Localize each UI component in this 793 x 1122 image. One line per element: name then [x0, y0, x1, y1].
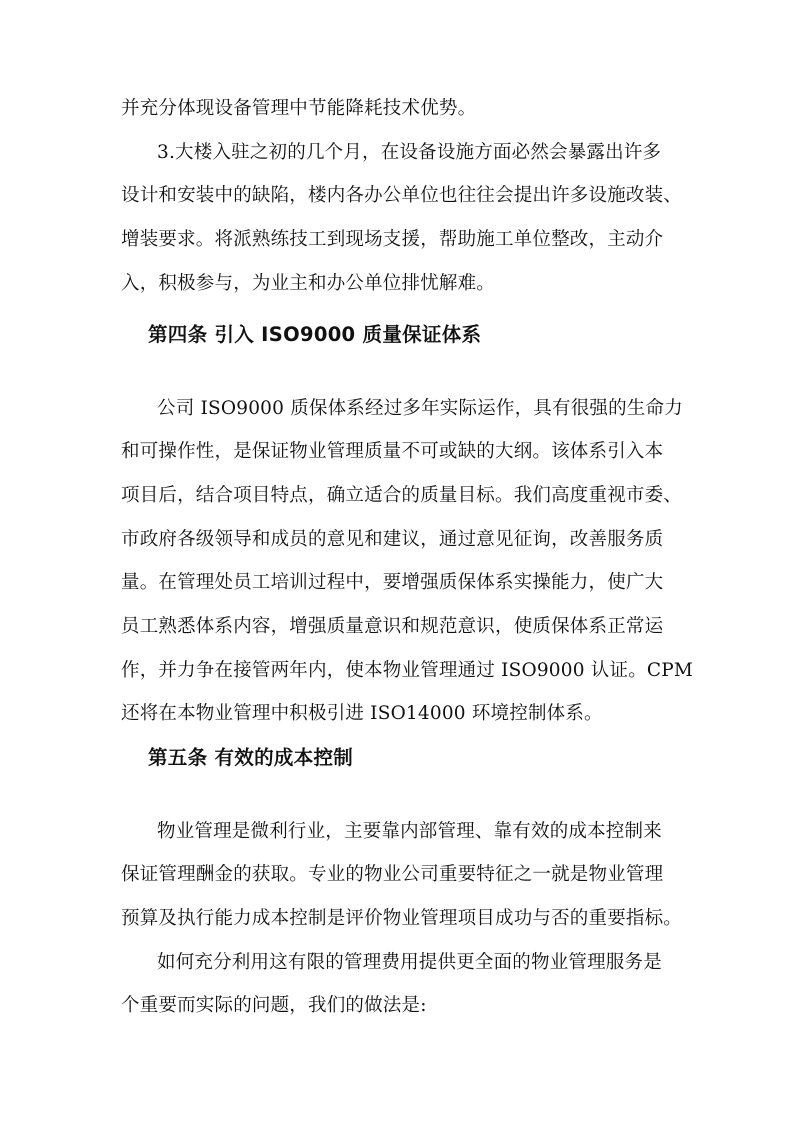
text-line: 和可操作性，是保证物业管理质量不可或缺的大纲。该体系引入本 [121, 441, 664, 462]
text-line: 如何充分利用这有限的管理费用提供更全面的物业管理服务是 [157, 952, 662, 973]
section-heading-5: 第五条 有效的成本控制 [148, 746, 354, 769]
section-heading-4: 第四条 引入 ISO9000 质量保证体系 [148, 323, 482, 346]
text-line: 量。在管理处员工培训过程中，要增强质保体系实操能力，使广大 [121, 572, 664, 593]
text-line: 入，积极参与，为业主和办公单位排忧解难。 [121, 273, 496, 294]
text-line: 公司 ISO9000 质保体系经过多年实际运作，具有很强的生命力 [157, 398, 683, 419]
text-line: 还将在本物业管理中积极引进 ISO14000 环境控制体系。 [121, 703, 603, 724]
text-line: 员工熟悉体系内容，增强质量意识和规范意识，使质保体系正常运 [121, 616, 664, 637]
text-line: 并充分体现设备管理中节能降耗技术优势。 [121, 98, 477, 119]
text-line: 预算及执行能力成本控制是评价物业管理项目成功与否的重要指标。 [121, 908, 683, 929]
text-line: 物业管理是微利行业，主要靠内部管理、靠有效的成本控制来 [157, 821, 662, 842]
text-line: 市政府各级领导和成员的意见和建议，通过意见征询，改善服务质 [121, 529, 664, 550]
text-line: 个重要而实际的问题，我们的做法是: [121, 995, 427, 1016]
text-line: 保证管理酬金的获取。专业的物业公司重要特征之一就是物业管理 [121, 864, 664, 885]
text-line: 作，并力争在接管两年内，使本物业管理通过 ISO9000 认证。CPM [121, 660, 694, 681]
text-line: 增装要求。将派熟练技工到现场支援，帮助施工单位整改，主动介 [121, 229, 664, 250]
text-line: 项目后，结合项目特点，确立适合的质量目标。我们高度重视市委、 [121, 485, 683, 506]
text-line: 3.大楼入驻之初的几个月，在设备设施方面必然会暴露出许多 [157, 142, 662, 163]
text-line: 设计和安装中的缺陷，楼内各办公单位也往往会提出许多设施改装、 [121, 185, 683, 206]
